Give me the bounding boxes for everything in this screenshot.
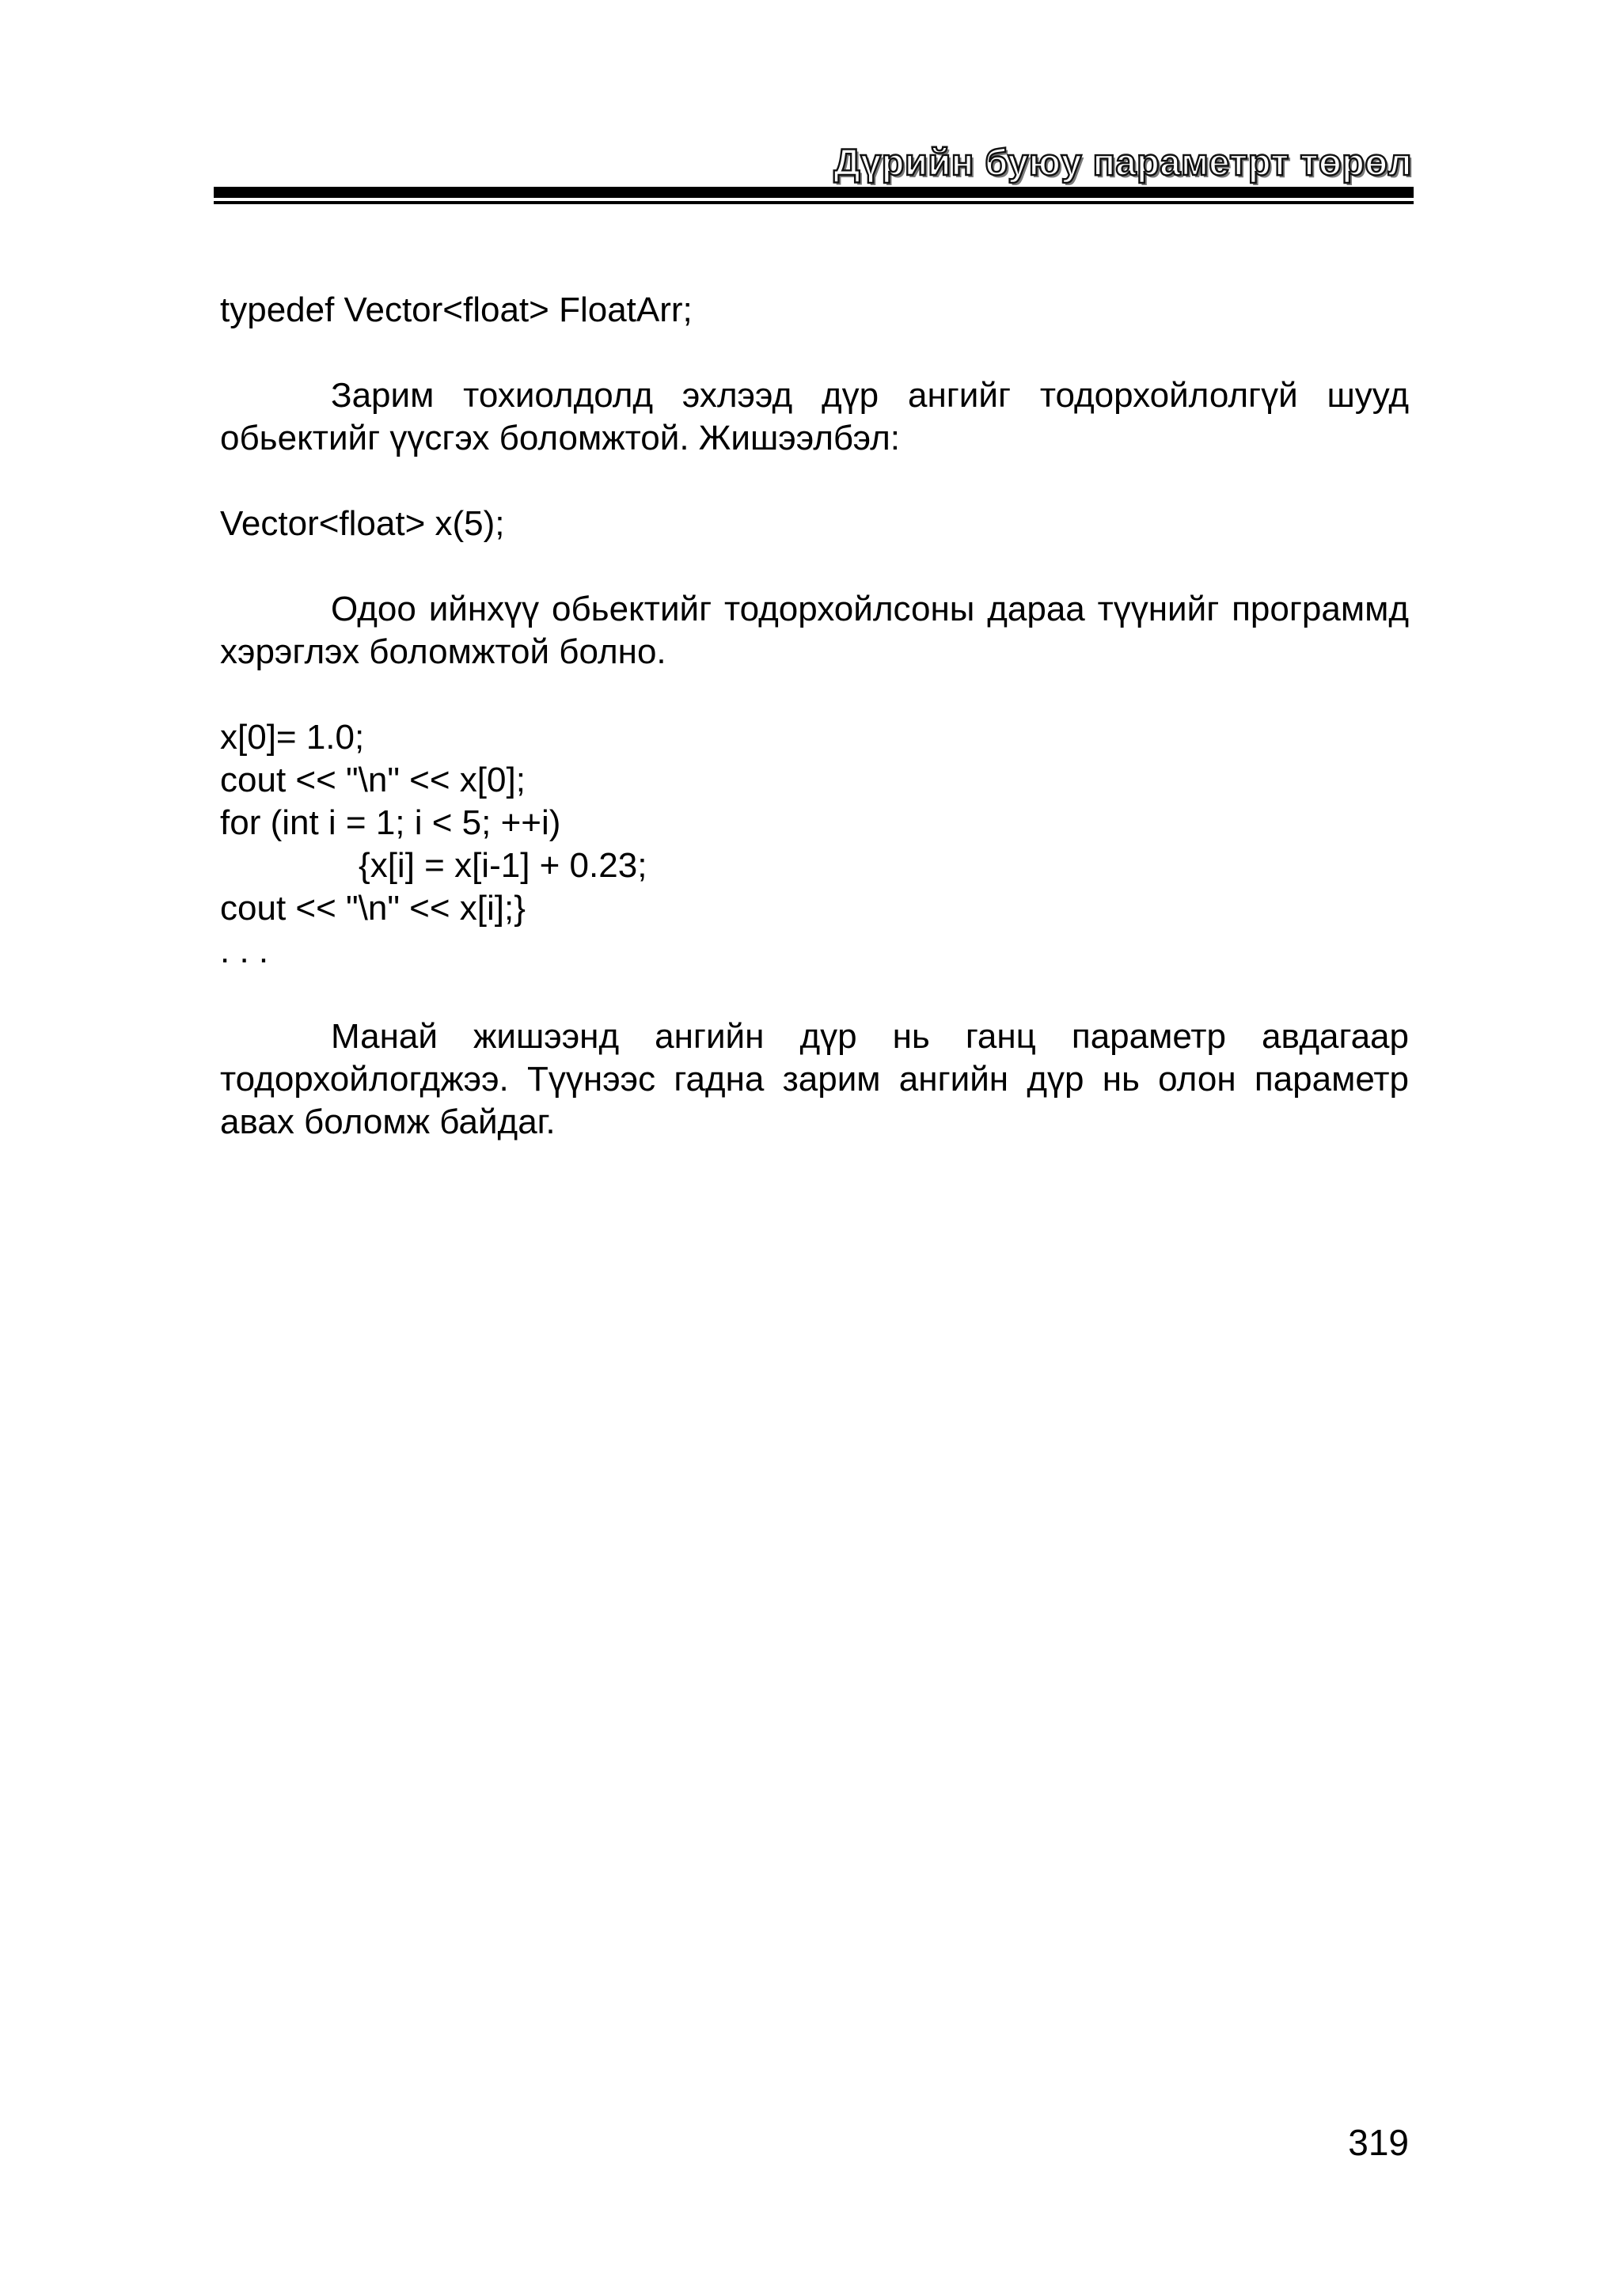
header-rule-thick (214, 187, 1414, 198)
spacer (220, 460, 1409, 503)
paragraph-1: Зарим тохиолдолд эхлээд дүр ангийг тодорхойлолгүй шууд обьектийг үүсгэх боломжтой. Жишээлбэл: (220, 376, 1409, 457)
paragraph-3: Манай жишээнд ангийн дүр нь ганц параметр авдагаар тодорхойлогджээ. Түүнээс гадна зарим ангийн дүр нь олон параметр авах боломж байдаг. (220, 1017, 1409, 1141)
paragraph-2: Одоо ийнхүү обьектийг тодорхойлсоны дараа түүнийг программд хэрэглэх боломжтой болно. (220, 590, 1409, 671)
code-line-1: x[0]= 1.0; (220, 718, 365, 757)
code-line-3: for (int i = 1; i < 5; ++i) (220, 803, 561, 842)
spacer (220, 674, 1409, 716)
code-ellipsis: . . . (220, 932, 269, 970)
spacer (220, 973, 1409, 1015)
code-line-4: {x[i] = x[i-1] + 0.23; (359, 846, 647, 885)
page-body (220, 289, 1409, 1144)
header-rule-thin (214, 201, 1414, 204)
code-line-2: cout << "\n" << x[0]; (220, 761, 526, 799)
code-typedef: typedef Vector<float> FloatArr; (220, 290, 693, 329)
running-header-title: Дүрийн буюу параметрт төрөл (833, 141, 1412, 183)
page-number: 319 (1348, 2122, 1409, 2163)
code-line-5: cout << "\n" << x[i];} (220, 889, 526, 928)
spacer (220, 332, 1409, 374)
spacer (220, 545, 1409, 588)
code-declaration: Vector<float> x(5); (220, 504, 505, 543)
